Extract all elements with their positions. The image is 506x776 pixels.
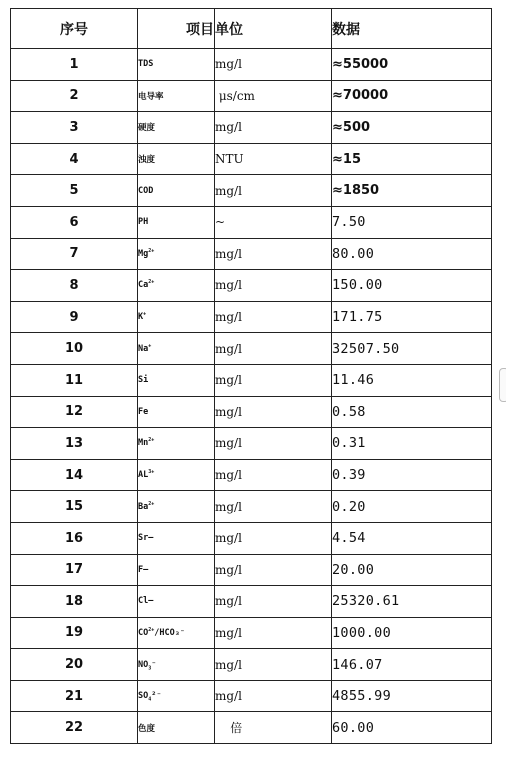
header-index: 序号 [11,9,138,49]
row-index: 2 [11,80,138,112]
row-item [138,586,215,618]
item-name: Ba [138,501,149,512]
table-body [11,49,492,744]
header-value: 数据 [332,9,492,49]
row-unit: NTU [215,143,332,175]
row-value: 80.00 [332,238,492,270]
row-value: ≈1850 [332,175,492,207]
row-value: 0.58 [332,396,492,428]
item-subscript: 3 [148,665,152,672]
row-index: 15 [11,491,138,523]
row-index: 16 [11,522,138,554]
row-value: 171.75 [332,301,492,333]
row-item [138,712,215,744]
row-value: ≈15 [332,143,492,175]
row-index: 1 [11,49,138,81]
item-superscript: 2+ [148,500,155,507]
table-row [11,143,492,175]
row-unit: mg/l [215,617,332,649]
row-index: 17 [11,554,138,586]
row-item [138,396,215,428]
row-unit: mg/l [215,301,332,333]
row-index: 10 [11,333,138,365]
row-value: 20.00 [332,554,492,586]
item-superscript: 2+ [148,248,155,255]
item-name: 色度 [138,723,156,734]
item-name: Na [138,343,149,354]
row-unit: mg/l [215,586,332,618]
row-item [138,649,215,681]
item-name: SO [138,691,149,702]
item-name: 电导率 [138,91,164,102]
row-item [138,206,215,238]
row-value: 11.46 [332,364,492,396]
table-row [11,364,492,396]
table-row [11,396,492,428]
row-value: ≈55000 [332,49,492,81]
row-index: 3 [11,112,138,144]
item-name: Cl— [138,596,154,607]
item-suffix: /HCO₃⁻ [154,627,185,638]
table-header-row [11,9,492,49]
item-name: TDS [138,59,154,70]
item-subscript: 4 [148,696,152,703]
row-index: 11 [11,364,138,396]
row-unit: mg/l [215,459,332,491]
item-name: Mn [138,438,149,449]
row-index: 5 [11,175,138,207]
row-index: 12 [11,396,138,428]
row-value: 60.00 [332,712,492,744]
row-unit: mg/l [215,364,332,396]
row-unit: mg/l [215,522,332,554]
row-unit: mg/l [215,175,332,207]
table-row [11,491,492,523]
item-name: Ca [138,280,149,291]
table-row [11,333,492,365]
row-value: 4855.99 [332,680,492,712]
item-name: Si [138,375,149,386]
water-quality-table [10,8,492,744]
table-row [11,459,492,491]
row-item [138,617,215,649]
row-value: 25320.61 [332,586,492,618]
row-value: 32507.50 [332,333,492,365]
row-unit: μs/cm [215,80,332,112]
row-unit: mg/l [215,680,332,712]
item-suffix: ⁻ [151,659,157,670]
header-item: 项目 [138,9,215,49]
row-unit: mg/l [215,333,332,365]
table-row [11,428,492,460]
item-name: COD [138,185,154,196]
row-unit: 倍 [215,712,332,744]
table-row [11,680,492,712]
item-name: Sr— [138,533,154,544]
row-index: 14 [11,459,138,491]
row-unit: mg/l [215,396,332,428]
row-item [138,428,215,460]
item-superscript: 2+ [148,437,155,444]
row-item [138,80,215,112]
item-superscript: 2+ [148,627,155,634]
row-unit: mg/l [215,49,332,81]
row-index: 19 [11,617,138,649]
row-item [138,175,215,207]
row-item [138,238,215,270]
row-index: 4 [11,143,138,175]
item-name: F— [138,564,149,575]
table-row [11,270,492,302]
item-name: AL [138,470,149,481]
item-superscript: + [148,342,152,349]
row-index: 20 [11,649,138,681]
row-index: 9 [11,301,138,333]
row-value: 0.39 [332,459,492,491]
row-index: 22 [11,712,138,744]
item-superscript: + [143,311,147,318]
item-superscript: 2+ [148,279,155,286]
item-name: PH [138,217,149,228]
row-value: 1000.00 [332,617,492,649]
table-row [11,586,492,618]
row-item [138,522,215,554]
row-item [138,680,215,712]
row-index: 6 [11,206,138,238]
table-row [11,301,492,333]
table-row [11,649,492,681]
item-name: 硬度 [138,123,156,134]
row-unit: mg/l [215,428,332,460]
row-unit: mg/l [215,649,332,681]
row-item [138,112,215,144]
table-row [11,175,492,207]
item-name: K [138,312,144,323]
table-row [11,49,492,81]
item-name: CO [138,627,149,638]
item-name: 浊度 [138,155,156,166]
row-unit: ~ [215,206,332,238]
table-row [11,206,492,238]
row-value: 0.20 [332,491,492,523]
row-value: 150.00 [332,270,492,302]
item-name: NO [138,659,149,670]
row-item [138,491,215,523]
item-name: Mg [138,248,149,259]
table-row [11,238,492,270]
item-suffix: ²⁻ [151,691,162,702]
row-unit: mg/l [215,554,332,586]
item-superscript: 3+ [148,469,155,476]
row-value: ≈500 [332,112,492,144]
row-value: 7.50 [332,206,492,238]
row-item [138,459,215,491]
row-item [138,554,215,586]
row-value: 0.31 [332,428,492,460]
row-index: 8 [11,270,138,302]
row-unit: mg/l [215,270,332,302]
row-value: 4.54 [332,522,492,554]
row-item [138,49,215,81]
side-scroll-tab[interactable] [499,368,506,402]
row-item [138,333,215,365]
row-index: 7 [11,238,138,270]
row-item [138,270,215,302]
table-row [11,112,492,144]
row-index: 18 [11,586,138,618]
table-row [11,554,492,586]
row-index: 21 [11,680,138,712]
table-row [11,522,492,554]
row-value: 146.07 [332,649,492,681]
table-row [11,80,492,112]
row-item [138,301,215,333]
row-index: 13 [11,428,138,460]
row-item [138,143,215,175]
row-unit: mg/l [215,112,332,144]
table-row [11,712,492,744]
row-value: ≈70000 [332,80,492,112]
table-row [11,617,492,649]
row-unit: mg/l [215,238,332,270]
row-item [138,364,215,396]
row-unit: mg/l [215,491,332,523]
item-name: Fe [138,406,149,417]
header-unit: 单位 [215,9,332,49]
